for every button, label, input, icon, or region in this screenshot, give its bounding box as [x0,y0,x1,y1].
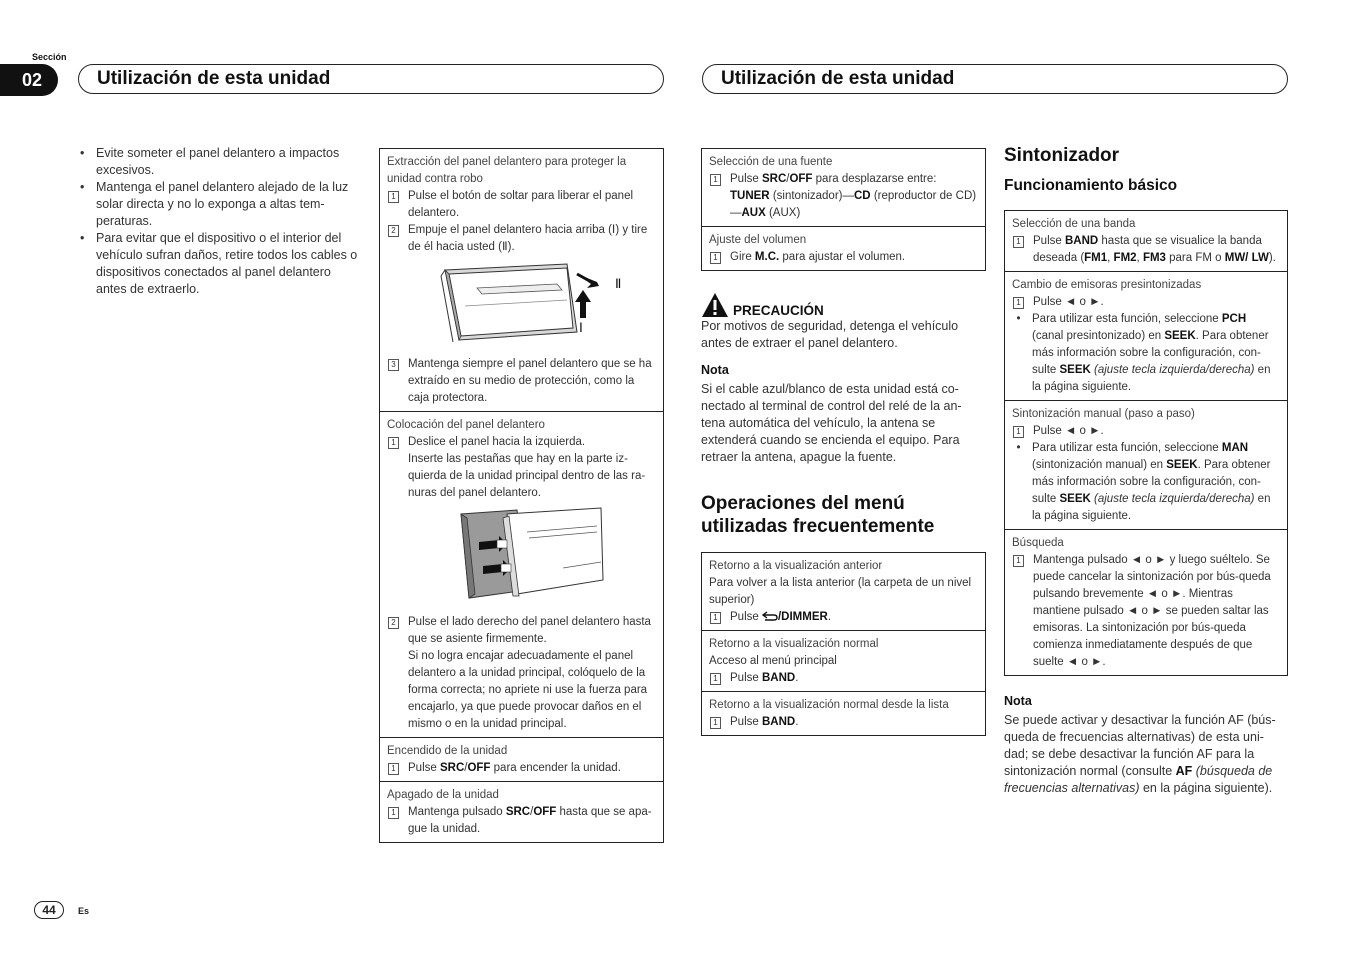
search-caption: Búsqueda [1012,537,1064,549]
nota-text: Se puede activar y desactivar la función AF (bús-queda de frecuencias alternativas) de esta uni-dad; se debe desactivar la función AF para la sintonización normal (consulte AF (búsqueda de frecuencias alternativas) en la página siguiente). [1004,713,1276,795]
source-volume-table [701,148,986,271]
band-caption: Selección de una banda [1012,218,1136,230]
bullet-item: • Mantenga el panel delantero alejado de la luz solar directa y no lo exponga a altas tem-peraturas. [78,179,363,230]
step-number-1: 1 [388,807,399,819]
language-code: Es [78,906,90,916]
step-number-1: 1 [1013,297,1024,309]
band-step: 1 Pulse BAND hasta que se visualice la banda deseada (FM1, FM2, FM3 para FM o MW/ LW). [1012,233,1280,267]
source-step: 1 Pulse SRC/OFF para desplazarse entre: TUNER (sintonizador)—CD (reproductor de CD)—AUX (AUX) [709,171,978,222]
extract-cell [380,149,663,412]
step-number-1: 1 [710,673,721,685]
volume-caption: Ajuste del volumen [709,234,807,246]
step-number-1: 1 [1013,236,1024,248]
back-desc: Para volver a la lista anterior (la carpeta de un nivel superior) [709,577,972,606]
back-cell [702,553,985,631]
manual-step: 1 Pulse ◄ o ►. [1012,423,1280,440]
attach-cell [380,412,663,738]
step-number-1: 1 [710,252,721,264]
section-number: 02 [0,64,58,96]
manual-caption: Sintonización manual (paso a paso) [1012,408,1195,420]
menu-ops-table [701,552,986,736]
nota-title: Nota [1004,694,1032,708]
step-number-2: 2 [388,617,399,629]
power-on-caption: Encendido de la unidad [387,745,508,757]
warning-triangle-icon [701,292,729,318]
back-step: 1 Pulse /DIMMER. [709,609,978,626]
step-number-1: 1 [388,191,399,203]
attach-step-1: 1 Deslice el panel hacia la izquierda. Inserte las pestañas que hay en la parte iz-quierda de la unidad principal dentro de las ra-nuras del panel delantero. [387,434,656,502]
tuner-heading: Sintonizador [1004,145,1120,166]
label-i: Ⅰ [579,320,583,335]
back-caption: Retorno a la visualización anterior [709,560,883,572]
power-on-step: 1 Pulse SRC/OFF para encender la unidad. [387,760,656,777]
preset-step: 1 Pulse ◄ o ►. [1012,294,1280,311]
volume-cell [702,227,985,270]
list-return-cell [702,692,985,735]
safety-bullets [78,145,363,298]
search-cell [1005,530,1287,675]
basic-operation-heading: Funcionamiento básico [1004,177,1178,194]
step-number-1: 1 [388,437,399,449]
panel-attach-illustration [387,502,657,614]
step-number-1: 1 [388,763,399,775]
caution-title: PRECAUCIÓN [733,302,824,318]
nota-title: Nota [701,363,729,377]
return-arrow-icon [762,611,778,621]
band-cell [1005,211,1287,272]
manual-cell [1005,401,1287,530]
panel-removal-illustration [387,256,657,356]
page-header-right: Utilización de esta unidad [702,64,1288,94]
attach-step-2: 2 Pulse el lado derecho del panel delantero hasta que se asiente firmemente. Si no logra encajar adecuadamente el panel delantero a la unidad principal, colóquelo de la forma correcta; no apriete ni use la fuerza para encajarlo, ya que puede provocar daños en el mismo o en la unidad principal. [387,614,656,733]
bullet-item: • Para evitar que el dispositivo o el interior del vehículo sufran daños, retire todos los cables o dispositivos conectados al panel delantero antes de extraerlo. [78,230,363,298]
tuner-table [1004,210,1288,676]
power-off-step: 1 Mantenga pulsado SRC/OFF hasta que se apa-gue la unidad. [387,804,656,838]
step-number-2: 2 [388,225,399,237]
bullet-item: • Evite someter el panel delantero a impactos excesivos. [78,145,363,179]
step-number-1: 1 [710,174,721,186]
list-return-caption: Retorno a la visualización normal desde la lista [709,699,949,711]
step-number-1: 1 [710,717,721,729]
source-cell [702,149,985,227]
page-number: 44 [34,901,64,919]
normal-cell [702,631,985,692]
step-number-1: 1 [710,612,721,624]
source-caption: Selección de una fuente [709,156,833,168]
preset-note: • Para utilizar esta función, seleccione PCH (canal presintonizado) en SEEK. Para obtener más información sobre la configuración, con-sulte SEEK (ajuste tecla izquierda/derecha) en la página siguiente. [1016,313,1271,393]
front-panel-table [379,148,664,843]
normal-step: 1 Pulse BAND. [709,670,978,687]
step-number-1: 1 [1013,426,1024,438]
ops-heading: Operaciones del menú utilizadas frecuentemente [701,493,935,537]
preset-cell [1005,272,1287,401]
preset-caption: Cambio de emisoras presintonizadas [1012,279,1202,291]
normal-caption: Retorno a la visualización normal [709,638,879,650]
step-number-3: 3 [388,359,399,371]
power-off-caption: Apagado de la unidad [387,789,499,801]
caution-text: Por motivos de seguridad, detenga el vehículo antes de extraer el panel delantero. [701,319,959,350]
power-on-cell [380,738,663,782]
nota-block-1 [701,363,981,466]
label-ii: Ⅱ [615,276,622,291]
attach-caption: Colocación del panel delantero [387,419,545,431]
step-number-1: 1 [1013,555,1024,567]
volume-step: 1 Gire M.C. para ajustar el volumen. [709,249,978,266]
caution-block [701,292,986,352]
extract-step-2: 2 Empuje el panel delantero hacia arriba (Ⅰ) y tire de él hacia usted (Ⅱ). [387,222,656,256]
search-step: 1 Mantenga pulsado ◄ o ► y luego suéltelo. Se puede cancelar la sintonización por bús-queda pulsando brevemente ◄ o ►. Mientras mantiene pulsado ◄ o ► se pueden saltar las emisoras. La sintonización por bús-queda comienza inmediatamente después de que suelte ◄ o ►. [1012,552,1280,671]
normal-desc: Acceso al menú principal [709,655,837,667]
manual-note: • Para utilizar esta función, seleccione MAN (sintonización manual) en SEEK. Para obtener más información sobre la configuración, con-sulte SEEK (ajuste tecla izquierda/derecha) en la página siguiente. [1016,442,1271,522]
section-label: Sección [32,52,67,62]
nota-block-2 [1004,694,1288,797]
extract-step-3: 3 Mantenga siempre el panel delantero que se ha extraído en su medio de protección, como la caja protectora. [387,356,656,407]
nota-text: Si el cable azul/blanco de esta unidad está co-nectado al terminal de control del relé de la an-tena automática del vehículo, la antena se extenderá cuando se encienda el equipo. Para retraer la antena, apague la fuente. [701,382,962,464]
page-header-left: Utilización de esta unidad [78,64,664,94]
power-off-cell [380,782,663,842]
extract-caption: Extracción del panel delantero para proteger la unidad contra robo [387,156,627,185]
list-return-step: 1 Pulse BAND. [709,714,978,731]
extract-step-1: 1 Pulse el botón de soltar para liberar el panel delantero. [387,188,656,222]
